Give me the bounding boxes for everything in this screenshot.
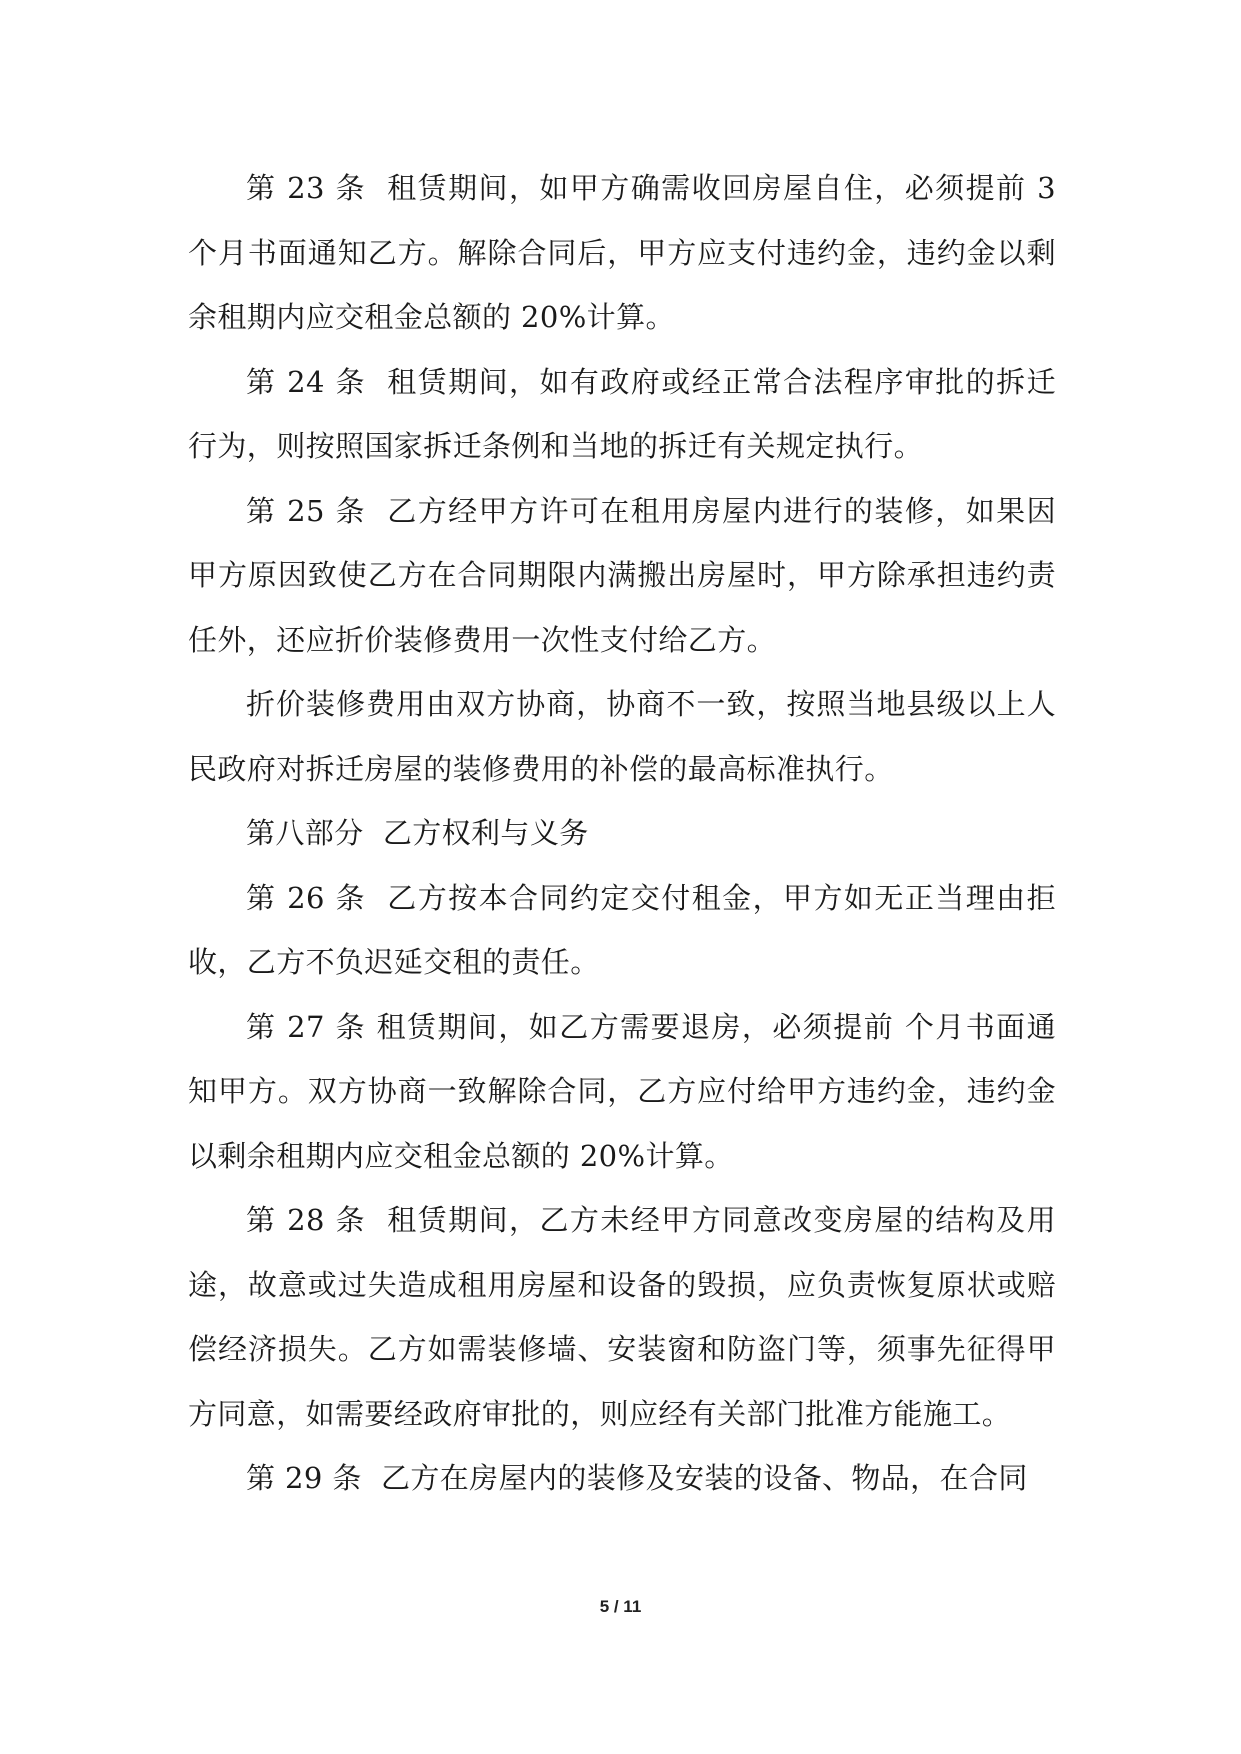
paragraph-article-25: 第 25 条 乙方经甲方许可在租用房屋内进行的装修，如果因甲方原因致使乙方在合同期限内满搬出房屋时，甲方除承担违约责任外，还应折价装修费用一次性支付给乙方。 [188, 493, 1056, 657]
paragraph-article-26: 第 26 条 乙方按本合同约定交付租金，甲方如无正当理由拒收，乙方不负迟延交租的责任。 [188, 880, 1056, 979]
page-number: 5 / 11 [599, 1597, 642, 1616]
paragraph-article-29: 第 29 条 乙方在房屋内的装修及安装的设备、物品，在合同 [246, 1461, 1028, 1495]
paragraph-article-25-continued: 折价装修费用由双方协商，协商不一致，按照当地县级以上人民政府对拆迁房屋的装修费用的补偿的最高标准执行。 [188, 687, 1056, 786]
document-body [188, 156, 1066, 1511]
section-heading-part-8: 第八部分 乙方权利与义务 [246, 816, 589, 850]
paragraph-article-27: 第 27 条 租赁期间，如乙方需要退房，必须提前 个月书面通知甲方。双方协商一致解除合同，乙方应付给甲方违约金，违约金以剩余租期内应交租金总额的 20%计算。 [188, 1009, 1056, 1173]
paragraph-article-28: 第 28 条 租赁期间，乙方未经甲方同意改变房屋的结构及用途，故意或过失造成租用房屋和设备的毁损，应负责恢复原状或赔偿经济损失。乙方如需装修墙、安装窗和防盗门等，须事先征得甲方同意，如需要经政府审批的，则应经有关部门批准方能施工。 [188, 1203, 1056, 1431]
paragraph-article-23: 第 23 条 租赁期间，如甲方确需收回房屋自住，必须提前 3 个月书面通知乙方。解除合同后，甲方应支付违约金，违约金以剩余租期内应交租金总额的 20%计算。 [188, 171, 1066, 334]
paragraph-article-24: 第 24 条 租赁期间，如有政府或经正常合法程序审批的拆迁行为，则按照国家拆迁条例和当地的拆迁有关规定执行。 [188, 364, 1056, 463]
